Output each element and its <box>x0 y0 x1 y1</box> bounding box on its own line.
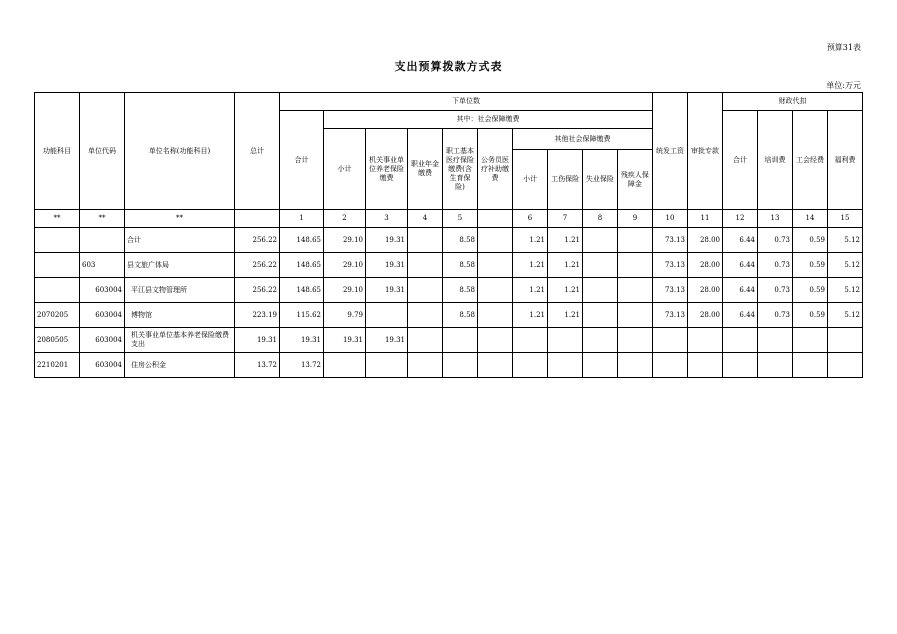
cell-union: 0.59 <box>793 278 828 303</box>
numbering-cell: 3 <box>366 210 408 228</box>
cell-func: 2070205 <box>35 303 80 328</box>
table-row <box>35 353 863 378</box>
numbering-cell: 15 <box>828 210 863 228</box>
cell-code: 603004 <box>80 353 125 378</box>
cell-salary: 73.13 <box>653 228 688 253</box>
cell-func: 2210201 <box>35 353 80 378</box>
cell-name: 住房公积金 <box>125 353 235 378</box>
cell-sum: 148.65 <box>280 228 324 253</box>
data-rows <box>35 228 863 378</box>
cell-disabled <box>618 228 653 253</box>
cell-welfare: 5.12 <box>828 253 863 278</box>
header-lower-unit: 下单位数 <box>280 93 653 111</box>
cell-sum: 19.31 <box>280 328 324 353</box>
header-approved-fund: 审批专款 <box>688 93 723 210</box>
cell-medical: 8.58 <box>443 228 478 253</box>
cell-pension: 19.31 <box>366 278 408 303</box>
cell-sub: 9.79 <box>324 303 366 328</box>
cell-union: 0.59 <box>793 253 828 278</box>
cell-civil <box>478 253 513 278</box>
header-func-subject: 功能科目 <box>35 93 80 210</box>
cell-func <box>35 278 80 303</box>
cell-sum: 115.62 <box>280 303 324 328</box>
cell-salary: 73.13 <box>653 253 688 278</box>
cell-injury: 1.21 <box>548 303 583 328</box>
numbering-cell <box>235 210 280 228</box>
cell-total: 13.72 <box>235 353 280 378</box>
cell-approved <box>688 328 723 353</box>
cell-total: 256.22 <box>235 228 280 253</box>
header-union: 工会经费 <box>793 111 828 210</box>
cell-injury <box>548 353 583 378</box>
cell-fsum <box>723 353 758 378</box>
cell-injury: 1.21 <box>548 253 583 278</box>
cell-pension: 19.31 <box>366 328 408 353</box>
cell-training: 0.73 <box>758 278 793 303</box>
header-other-social: 其他社会保障缴费 <box>513 129 652 150</box>
cell-welfare <box>828 353 863 378</box>
cell-salary: 73.13 <box>653 278 688 303</box>
header-welfare: 福利费 <box>828 111 863 210</box>
cell-code: 603004 <box>80 303 125 328</box>
cell-sub: 29.10 <box>324 278 366 303</box>
cell-fsum: 6.44 <box>723 278 758 303</box>
header-unified-salary: 统发工资 <box>653 93 688 210</box>
cell-disabled <box>618 278 653 303</box>
cell-osub <box>513 328 548 353</box>
cell-pension: 19.31 <box>366 253 408 278</box>
cell-total: 256.22 <box>235 253 280 278</box>
cell-training <box>758 353 793 378</box>
numbering-row <box>35 210 863 228</box>
cell-annuity <box>408 353 443 378</box>
cell-medical: 8.58 <box>443 278 478 303</box>
cell-annuity <box>408 278 443 303</box>
cell-salary: 73.13 <box>653 303 688 328</box>
cell-approved <box>688 353 723 378</box>
header-subtotal: 小计 <box>324 129 366 210</box>
header-injury: 工伤保险 <box>548 150 583 210</box>
header-of-which: 其中：社会保障缴费 <box>324 111 653 129</box>
numbering-cell: 2 <box>324 210 366 228</box>
cell-disabled <box>618 303 653 328</box>
header-annuity: 职业年金缴费 <box>408 129 443 210</box>
cell-training: 0.73 <box>758 253 793 278</box>
page-title: 支出预算拨款方式表 <box>394 60 503 73</box>
cell-unemp <box>583 278 618 303</box>
numbering-cell: 4 <box>408 210 443 228</box>
cell-union: 0.59 <box>793 228 828 253</box>
cell-fsum: 6.44 <box>723 253 758 278</box>
cell-medical: 8.58 <box>443 303 478 328</box>
cell-name: 博物馆 <box>125 303 235 328</box>
cell-welfare: 5.12 <box>828 303 863 328</box>
cell-approved: 28.00 <box>688 228 723 253</box>
header-disabled: 残疾人保障金 <box>620 170 649 188</box>
cell-civil <box>478 278 513 303</box>
numbering-cell: 1 <box>280 210 324 228</box>
numbering-cell: ** <box>35 210 80 228</box>
cell-osub: 1.21 <box>513 278 548 303</box>
cell-func <box>35 228 80 253</box>
numbering-cell: 5 <box>443 210 478 228</box>
header-unit-name: 单位名称(功能科目) <box>125 93 235 210</box>
header-pension: 机关事业单位养老保险缴费 <box>366 129 408 210</box>
cell-civil <box>478 353 513 378</box>
cell-disabled <box>618 328 653 353</box>
cell-code: 603 <box>80 253 125 278</box>
cell-sub: 29.10 <box>324 253 366 278</box>
cell-fsum: 6.44 <box>723 303 758 328</box>
cell-union <box>793 328 828 353</box>
cell-training: 0.73 <box>758 303 793 328</box>
cell-unemp <box>583 328 618 353</box>
cell-medical: 8.58 <box>443 253 478 278</box>
cell-pension <box>366 303 408 328</box>
cell-osub: 1.21 <box>513 303 548 328</box>
cell-disabled <box>618 353 653 378</box>
cell-unemp <box>583 303 618 328</box>
numbering-cell: ** <box>80 210 125 228</box>
table-row <box>35 303 863 328</box>
cell-fsum: 6.44 <box>723 228 758 253</box>
numbering-cell <box>478 210 513 228</box>
cell-injury <box>548 328 583 353</box>
table-code: 预算31表 <box>826 43 861 52</box>
cell-salary <box>653 353 688 378</box>
cell-approved: 28.00 <box>688 253 723 278</box>
cell-civil <box>478 303 513 328</box>
cell-total: 223.19 <box>235 303 280 328</box>
cell-name: 机关事业单位基本养老保险缴费支出 <box>125 328 235 353</box>
cell-total: 19.31 <box>235 328 280 353</box>
cell-disabled <box>618 253 653 278</box>
cell-approved: 28.00 <box>688 278 723 303</box>
header-medical: 职工基本医疗保险缴费(含生育保险) <box>443 129 478 210</box>
numbering-cell: 6 <box>513 210 548 228</box>
cell-training: 0.73 <box>758 228 793 253</box>
cell-sum: 13.72 <box>280 353 324 378</box>
cell-code <box>80 228 125 253</box>
cell-welfare: 5.12 <box>828 278 863 303</box>
budget-table <box>34 92 863 378</box>
cell-training <box>758 328 793 353</box>
cell-func <box>35 253 80 278</box>
cell-civil <box>478 328 513 353</box>
cell-total: 256.22 <box>235 278 280 303</box>
header-unemployment: 失业保险 <box>583 150 618 210</box>
numbering-cell: 13 <box>758 210 793 228</box>
cell-pension: 19.31 <box>366 228 408 253</box>
numbering-cell: 7 <box>548 210 583 228</box>
cell-medical <box>443 328 478 353</box>
table-row <box>35 228 863 253</box>
cell-osub: 1.21 <box>513 228 548 253</box>
header-other-social-group <box>513 129 653 210</box>
cell-code: 603004 <box>80 278 125 303</box>
cell-unemp <box>583 353 618 378</box>
header-finance: 财政代扣 <box>723 93 863 111</box>
cell-name: 合计 <box>125 228 235 253</box>
header-other-subtotal: 小计 <box>513 150 548 210</box>
cell-sum: 148.65 <box>280 278 324 303</box>
numbering-cell: 8 <box>583 210 618 228</box>
cell-welfare: 5.12 <box>828 228 863 253</box>
cell-union <box>793 353 828 378</box>
table-row <box>35 328 863 353</box>
header-total: 总计 <box>235 93 280 210</box>
cell-unemp <box>583 253 618 278</box>
cell-salary <box>653 328 688 353</box>
header-training: 培训费 <box>758 111 793 210</box>
cell-annuity <box>408 253 443 278</box>
cell-annuity <box>408 328 443 353</box>
cell-annuity <box>408 228 443 253</box>
cell-unemp <box>583 228 618 253</box>
cell-union: 0.59 <box>793 303 828 328</box>
cell-sub: 19.31 <box>324 328 366 353</box>
cell-welfare <box>828 328 863 353</box>
table-row <box>35 253 863 278</box>
cell-func: 2080505 <box>35 328 80 353</box>
cell-pension <box>366 353 408 378</box>
unit-label: 单位:万元 <box>826 81 861 90</box>
numbering-cell: 11 <box>688 210 723 228</box>
cell-sub <box>324 353 366 378</box>
cell-name: 平江县文物管理所 <box>125 278 235 303</box>
table-row <box>35 278 863 303</box>
header-sum: 合计 <box>280 111 324 210</box>
cell-sum: 148.65 <box>280 253 324 278</box>
cell-annuity <box>408 303 443 328</box>
numbering-cell: 10 <box>653 210 688 228</box>
header-unit-code: 单位代码 <box>80 93 125 210</box>
numbering-cell: 14 <box>793 210 828 228</box>
cell-medical <box>443 353 478 378</box>
cell-name: 县文旅广体局 <box>125 253 235 278</box>
cell-fsum <box>723 328 758 353</box>
header-civil-medical: 公务员医疗补助缴费 <box>478 129 513 210</box>
numbering-cell: ** <box>125 210 235 228</box>
cell-approved: 28.00 <box>688 303 723 328</box>
cell-osub <box>513 353 548 378</box>
cell-civil <box>478 228 513 253</box>
cell-injury: 1.21 <box>548 278 583 303</box>
cell-sub: 29.10 <box>324 228 366 253</box>
cell-injury: 1.21 <box>548 228 583 253</box>
cell-osub: 1.21 <box>513 253 548 278</box>
numbering-cell: 12 <box>723 210 758 228</box>
numbering-cell: 9 <box>618 210 653 228</box>
cell-code: 603004 <box>80 328 125 353</box>
header-fin-sum: 合计 <box>723 111 758 210</box>
